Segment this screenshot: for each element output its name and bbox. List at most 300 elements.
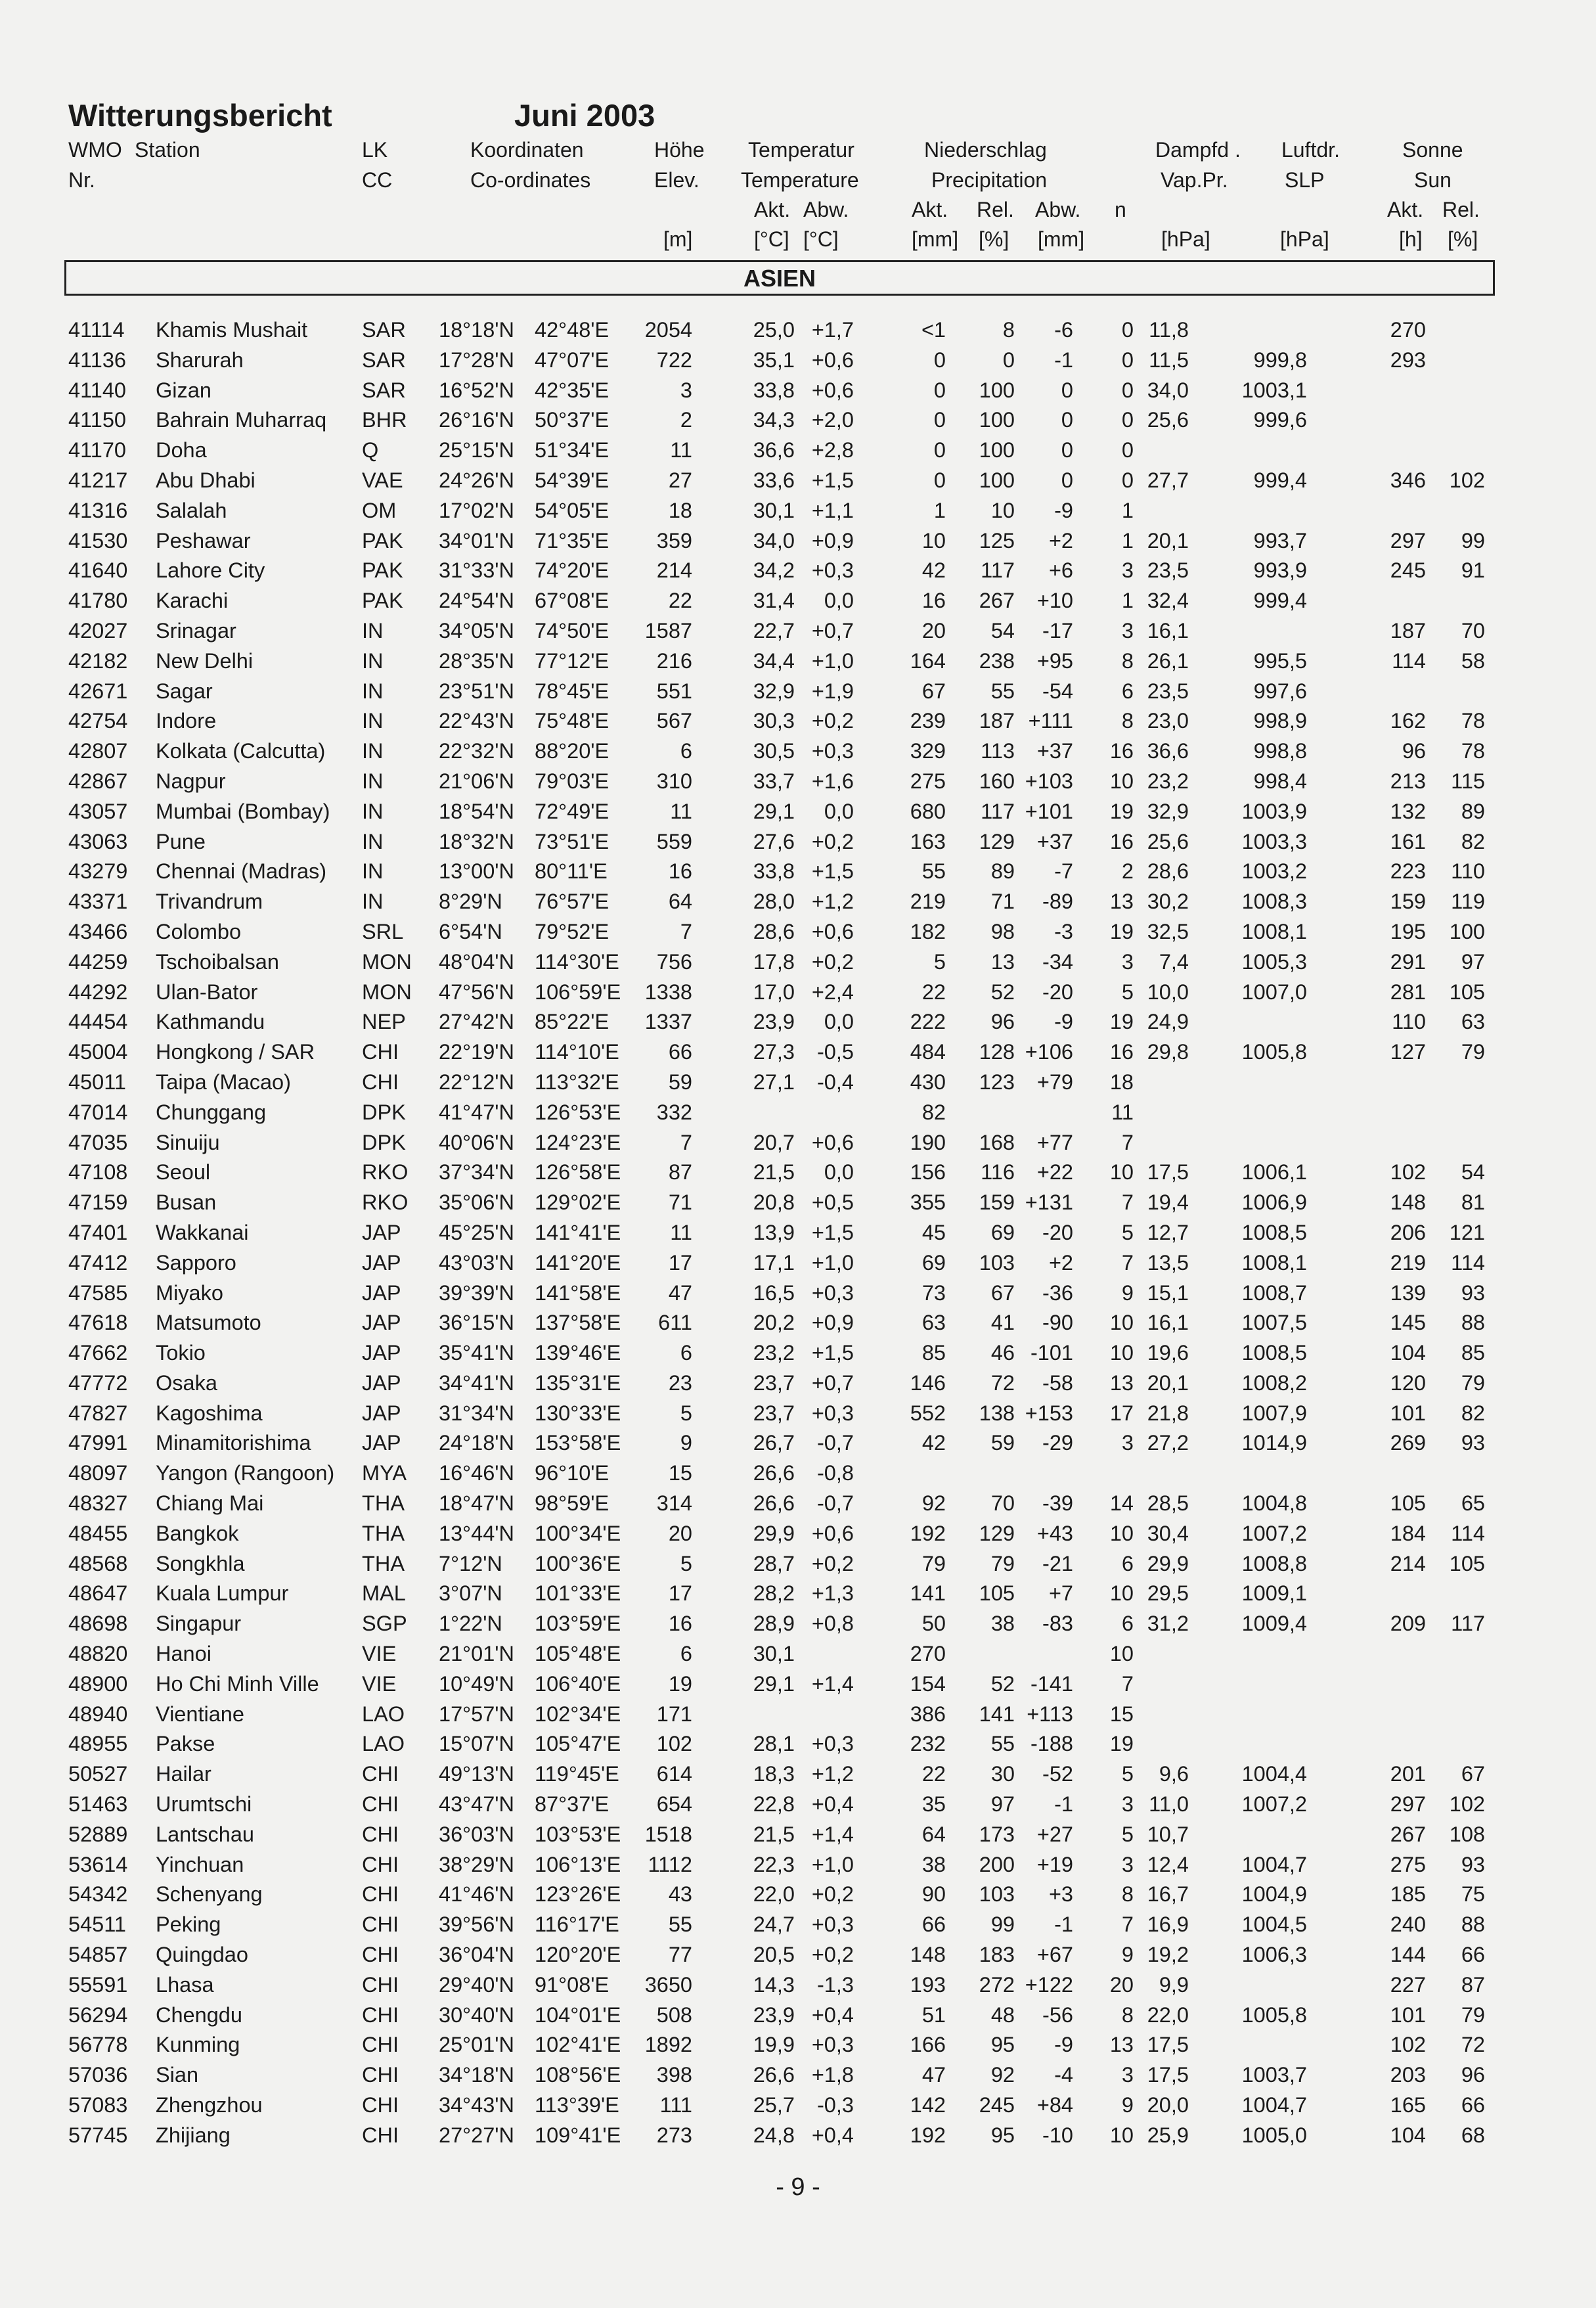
cell-sun-rel: 114 [1451, 1250, 1485, 1275]
cell-country: LAO [362, 1702, 405, 1726]
hdr-temp-unit-akt: [°C] [754, 227, 789, 251]
cell-longitude: 42°35'E [535, 378, 610, 402]
cell-sun-rel: 75 [1461, 1882, 1485, 1907]
cell-temp-akt: 29,1 [753, 1671, 795, 1696]
cell-precip-rel: 52 [990, 1671, 1015, 1696]
cell-sun-akt: 297 [1390, 1792, 1426, 1817]
cell-station-name: Peking [156, 1912, 221, 1937]
cell-temp-abw: +1,4 [811, 1822, 854, 1846]
cell-precip-abw: -141 [1030, 1671, 1073, 1696]
cell-temp-abw: +0,9 [811, 528, 854, 553]
table-row [0, 1428, 1596, 1459]
hdr-precip-n: n [1115, 198, 1126, 221]
cell-sea-level-pressure: 1003,1 [1241, 378, 1307, 402]
table-row [0, 1970, 1596, 2001]
cell-temp-abw: +0,2 [811, 1882, 854, 1907]
cell-precip-days: 14 [1109, 1491, 1134, 1516]
cell-precip-days: 16 [1109, 829, 1134, 853]
cell-wmo-nr: 41140 [68, 378, 126, 402]
hdr-sun-akt: Akt. [1387, 198, 1424, 221]
cell-vapor-pressure: 28,6 [1147, 859, 1189, 884]
cell-precip-abw: -56 [1042, 2003, 1073, 2027]
hdr-temp-abw: Abw. [803, 198, 849, 221]
hdr-precipitation: Precipitation [931, 168, 1048, 192]
cell-longitude: 91°08'E [535, 1972, 610, 1997]
cell-station-name: Sinuiju [156, 1130, 220, 1154]
cell-elevation: 611 [658, 1311, 692, 1335]
cell-precip-days: 10 [1109, 1581, 1134, 1606]
cell-latitude: 37°34'N [439, 1160, 514, 1185]
cell-temp-abw: +0,6 [811, 378, 854, 402]
cell-vapor-pressure: 25,9 [1147, 2123, 1189, 2147]
cell-vapor-pressure: 30,2 [1147, 890, 1189, 914]
cell-latitude: 28°35'N [439, 648, 514, 673]
cell-elevation: 359 [656, 528, 692, 553]
cell-wmo-nr: 56294 [68, 2003, 128, 2027]
cell-wmo-nr: 48820 [68, 1642, 128, 1666]
cell-precip-abw: -101 [1030, 1341, 1073, 1365]
cell-country: THA [362, 1521, 405, 1545]
cell-sea-level-pressure: 1008,5 [1241, 1220, 1307, 1244]
cell-temp-abw: +0,3 [811, 1401, 854, 1425]
cell-precip-rel: 116 [981, 1160, 1015, 1185]
cell-wmo-nr: 47662 [68, 1341, 128, 1365]
cell-elevation: 20 [668, 1521, 692, 1545]
cell-sun-akt: 195 [1390, 919, 1426, 943]
hdr-precip-unit-rel: [%] [979, 227, 1009, 251]
cell-precip-akt: 0 [933, 468, 946, 492]
cell-temp-akt: 20,5 [753, 1943, 795, 1967]
cell-longitude: 73°51'E [535, 829, 610, 853]
cell-latitude: 34°41'N [439, 1370, 514, 1395]
cell-precip-rel: 55 [990, 679, 1015, 703]
section-banner: ASIEN [64, 260, 1495, 296]
cell-temp-akt: 25,7 [753, 2093, 795, 2117]
cell-longitude: 77°12'E [535, 648, 610, 673]
cell-sun-rel: 54 [1461, 1160, 1485, 1185]
cell-sun-rel: 119 [1451, 890, 1485, 914]
cell-temp-akt: 35,1 [753, 348, 795, 372]
cell-temp-abw: -0,5 [816, 1040, 854, 1064]
cell-sea-level-pressure: 1004,9 [1241, 1882, 1307, 1907]
cell-sea-level-pressure: 1005,8 [1241, 1040, 1307, 1064]
cell-precip-rel: 113 [981, 739, 1015, 763]
cell-temp-abw: -0,8 [816, 1461, 854, 1485]
table-row [0, 978, 1596, 1008]
cell-vapor-pressure: 16,9 [1147, 1912, 1189, 1937]
cell-elevation: 398 [656, 2063, 692, 2087]
table-row [0, 1820, 1596, 1850]
cell-precip-days: 16 [1109, 1040, 1134, 1064]
cell-country: OM [362, 498, 397, 522]
cell-precip-days: 11 [1111, 1100, 1134, 1124]
cell-station-name: Songkhla [156, 1551, 245, 1575]
cell-latitude: 31°33'N [439, 558, 514, 583]
cell-sun-akt: 132 [1390, 799, 1426, 823]
hdr-luftdruck: Luftdr. [1281, 138, 1340, 162]
cell-sun-rel: 100 [1449, 919, 1485, 943]
hdr-elev: Elev. [654, 168, 699, 192]
cell-temp-akt: 30,5 [753, 739, 795, 763]
cell-precip-rel: 99 [990, 1912, 1015, 1937]
cell-sea-level-pressure: 1008,2 [1241, 1370, 1307, 1395]
cell-sun-rel: 66 [1461, 1943, 1485, 1967]
cell-wmo-nr: 41217 [68, 468, 128, 492]
cell-wmo-nr: 48455 [68, 1521, 128, 1545]
cell-country: THA [362, 1491, 405, 1516]
table-row [0, 1369, 1596, 1399]
cell-precip-days: 19 [1109, 1732, 1134, 1756]
cell-longitude: 75°48'E [535, 709, 610, 733]
cell-precip-rel: 92 [990, 2063, 1015, 2087]
table-row [0, 346, 1596, 376]
cell-precip-akt: 190 [910, 1130, 946, 1154]
cell-longitude: 139°46'E [535, 1341, 621, 1365]
cell-vapor-pressure: 24,9 [1147, 1010, 1189, 1034]
cell-temp-akt: 17,1 [753, 1250, 795, 1275]
cell-station-name: Bahrain Muharraq [156, 408, 327, 432]
cell-precip-abw: -39 [1042, 1491, 1073, 1516]
cell-precip-days: 1 [1121, 498, 1134, 522]
cell-vapor-pressure: 7,4 [1159, 949, 1189, 974]
cell-station-name: Kolkata (Calcutta) [156, 739, 326, 763]
cell-precip-abw: +19 [1036, 1852, 1073, 1876]
cell-sun-rel: 96 [1461, 2063, 1485, 2087]
cell-station-name: Hailar [156, 1762, 211, 1786]
cell-wmo-nr: 41530 [68, 528, 128, 553]
cell-vapor-pressure: 20,1 [1147, 1370, 1189, 1395]
cell-country: Q [362, 438, 379, 463]
cell-temp-akt: 20,8 [753, 1190, 795, 1215]
cell-wmo-nr: 44259 [68, 949, 128, 974]
cell-precip-akt: 35 [921, 1792, 946, 1817]
cell-precip-days: 8 [1121, 2003, 1134, 2027]
cell-temp-akt: 29,9 [753, 1521, 795, 1545]
cell-longitude: 114°10'E [535, 1040, 619, 1064]
cell-precip-akt: 0 [933, 378, 946, 402]
table-row [0, 1308, 1596, 1338]
cell-station-name: Kathmandu [156, 1010, 265, 1034]
cell-vapor-pressure: 21,8 [1147, 1401, 1189, 1425]
cell-temp-abw: -0,7 [816, 1431, 854, 1455]
cell-vapor-pressure: 10,7 [1147, 1822, 1189, 1846]
cell-vapor-pressure: 36,6 [1147, 739, 1189, 763]
cell-elevation: 2054 [644, 318, 692, 342]
cell-latitude: 36°03'N [439, 1822, 514, 1846]
cell-vapor-pressure: 22,0 [1147, 2003, 1189, 2027]
hdr-hoehe: Höhe [654, 138, 705, 162]
cell-temp-akt: 13,9 [753, 1220, 795, 1244]
cell-precip-akt: 156 [910, 1160, 946, 1185]
cell-sun-akt: 102 [1390, 1160, 1426, 1185]
cell-precip-days: 20 [1109, 1972, 1134, 1997]
cell-temp-akt: 34,3 [753, 408, 795, 432]
cell-sun-akt: 102 [1390, 2033, 1426, 2057]
cell-elevation: 216 [656, 648, 692, 673]
cell-temp-abw: +1,5 [811, 1341, 854, 1365]
cell-temp-akt: 20,7 [753, 1130, 795, 1154]
cell-precip-days: 3 [1121, 2063, 1134, 2087]
cell-country: JAP [362, 1311, 401, 1335]
cell-station-name: Ho Chi Minh Ville [156, 1671, 319, 1696]
cell-country: JAP [362, 1280, 401, 1305]
cell-station-name: Quingdao [156, 1943, 248, 1967]
cell-precip-abw: +131 [1025, 1190, 1073, 1215]
cell-latitude: 17°28'N [439, 348, 514, 372]
cell-precip-days: 7 [1121, 1912, 1134, 1937]
cell-precip-rel: 267 [979, 589, 1015, 613]
cell-temp-abw: 0,0 [824, 799, 854, 823]
cell-precip-rel: 67 [990, 1280, 1015, 1305]
cell-latitude: 10°49'N [439, 1671, 514, 1696]
cell-temp-abw: +0,3 [811, 1912, 854, 1937]
cell-sun-rel: 121 [1449, 1220, 1485, 1244]
cell-precip-abw: -20 [1042, 1220, 1073, 1244]
cell-precip-abw: -9 [1054, 2033, 1073, 2057]
cell-sea-level-pressure: 1005,0 [1241, 2123, 1307, 2147]
cell-country: MON [362, 980, 412, 1004]
cell-elevation: 1518 [644, 1822, 692, 1846]
cell-temp-abw: +0,2 [811, 1551, 854, 1575]
cell-temp-akt: 19,9 [753, 2033, 795, 2057]
cell-sun-rel: 89 [1461, 799, 1485, 823]
cell-elevation: 6 [680, 739, 692, 763]
cell-latitude: 49°13'N [439, 1762, 514, 1786]
cell-precip-abw: +6 [1048, 558, 1073, 583]
cell-temp-akt: 17,0 [753, 980, 795, 1004]
cell-sun-rel: 67 [1461, 1762, 1485, 1786]
cell-wmo-nr: 42182 [68, 648, 128, 673]
cell-precip-akt: 73 [921, 1280, 946, 1305]
cell-temp-akt: 26,7 [753, 1431, 795, 1455]
cell-station-name: Trivandrum [156, 890, 263, 914]
cell-station-name: Minamitorishima [156, 1431, 311, 1455]
cell-sun-rel: 85 [1461, 1341, 1485, 1365]
cell-elevation: 15 [668, 1461, 692, 1485]
cell-vapor-pressure: 15,1 [1147, 1280, 1189, 1305]
cell-precip-akt: 484 [910, 1040, 946, 1064]
cell-longitude: 104°01'E [535, 2003, 621, 2027]
cell-wmo-nr: 42027 [68, 618, 128, 643]
cell-elevation: 17 [668, 1581, 692, 1606]
cell-sun-rel: 79 [1461, 1040, 1485, 1064]
table-row [0, 2001, 1596, 2031]
table-row [0, 616, 1596, 646]
cell-sea-level-pressure: 1006,1 [1241, 1160, 1307, 1185]
cell-temp-akt: 28,1 [753, 1732, 795, 1756]
cell-temp-akt: 18,3 [753, 1762, 795, 1786]
cell-longitude: 123°26'E [535, 1882, 621, 1907]
cell-country: CHI [362, 1822, 399, 1846]
cell-temp-akt: 27,6 [753, 829, 795, 853]
cell-station-name: Chiang Mai [156, 1491, 264, 1516]
cell-latitude: 18°54'N [439, 799, 514, 823]
cell-temp-akt: 26,6 [753, 1461, 795, 1485]
cell-precip-days: 10 [1109, 1160, 1134, 1185]
cell-precip-rel: 103 [979, 1882, 1015, 1907]
table-row [0, 797, 1596, 827]
cell-sea-level-pressure: 998,9 [1253, 709, 1307, 733]
cell-country: CHI [362, 1040, 399, 1064]
cell-precip-rel: 38 [990, 1612, 1015, 1636]
cell-precip-days: 10 [1109, 1341, 1134, 1365]
cell-vapor-pressure: 23,5 [1147, 558, 1189, 583]
cell-station-name: Abu Dhabi [156, 468, 255, 492]
cell-latitude: 13°00'N [439, 859, 514, 884]
cell-vapor-pressure: 19,2 [1147, 1943, 1189, 1967]
table-row [0, 646, 1596, 677]
cell-temp-akt: 22,8 [753, 1792, 795, 1817]
cell-sun-rel: 105 [1449, 980, 1485, 1004]
table-row [0, 1158, 1596, 1188]
cell-latitude: 13°44'N [439, 1521, 514, 1545]
cell-temp-abw: +1,5 [811, 1220, 854, 1244]
cell-longitude: 153°58'E [535, 1431, 621, 1455]
cell-country: SAR [362, 378, 406, 402]
cell-country: IN [362, 739, 384, 763]
cell-precip-akt: 222 [910, 1010, 946, 1034]
cell-precip-rel: 105 [979, 1581, 1015, 1606]
cell-vapor-pressure: 27,2 [1147, 1431, 1189, 1455]
cell-temp-abw: +0,8 [811, 1612, 854, 1636]
cell-precip-abw: -36 [1042, 1280, 1073, 1305]
cell-vapor-pressure: 32,4 [1147, 589, 1189, 613]
cell-vapor-pressure: 17,5 [1147, 1160, 1189, 1185]
cell-wmo-nr: 41780 [68, 589, 128, 613]
cell-wmo-nr: 47412 [68, 1250, 128, 1275]
cell-station-name: Singapur [156, 1612, 242, 1636]
cell-temp-abw: +0,4 [811, 2003, 854, 2027]
cell-station-name: Kunming [156, 2033, 240, 2057]
table-row [0, 1519, 1596, 1549]
cell-wmo-nr: 47618 [68, 1311, 128, 1335]
cell-sea-level-pressure: 1004,8 [1241, 1491, 1307, 1516]
table-row [0, 1128, 1596, 1158]
cell-precip-akt: 45 [921, 1220, 946, 1244]
cell-longitude: 102°41'E [535, 2033, 621, 2057]
cell-precip-days: 9 [1121, 2093, 1134, 2117]
cell-precip-days: 7 [1121, 1671, 1134, 1696]
cell-vapor-pressure: 11,5 [1149, 348, 1189, 372]
cell-precip-akt: 64 [921, 1822, 946, 1846]
cell-elevation: 9 [680, 1431, 692, 1455]
cell-sun-rel: 68 [1461, 2123, 1485, 2147]
cell-sun-akt: 162 [1390, 709, 1426, 733]
cell-latitude: 17°57'N [439, 1702, 514, 1726]
cell-precip-rel: 100 [979, 378, 1015, 402]
cell-precip-abw: +113 [1027, 1702, 1073, 1726]
cell-precip-rel: 141 [979, 1702, 1015, 1726]
cell-wmo-nr: 42867 [68, 769, 128, 793]
cell-longitude: 119°45'E [535, 1762, 619, 1786]
cell-longitude: 126°58'E [535, 1160, 621, 1185]
cell-country: JAP [362, 1370, 401, 1395]
cell-precip-akt: 0 [933, 438, 946, 463]
cell-precip-abw: -52 [1042, 1762, 1073, 1786]
cell-wmo-nr: 52889 [68, 1822, 128, 1846]
cell-wmo-nr: 41640 [68, 558, 128, 583]
cell-vapor-pressure: 34,0 [1147, 378, 1189, 402]
cell-longitude: 42°48'E [535, 318, 610, 342]
hdr-station: Station [135, 138, 200, 162]
cell-wmo-nr: 44292 [68, 980, 128, 1004]
cell-longitude: 54°39'E [535, 468, 610, 492]
cell-precip-abw: +122 [1025, 1972, 1073, 1997]
cell-sun-rel: 102 [1449, 468, 1485, 492]
cell-precip-days: 17 [1109, 1401, 1134, 1425]
cell-precip-akt: <1 [921, 318, 946, 342]
hdr-vap-pr: Vap.Pr. [1161, 168, 1228, 192]
cell-sun-akt: 165 [1390, 2093, 1426, 2117]
cell-precip-akt: 50 [921, 1612, 946, 1636]
cell-station-name: Osaka [156, 1370, 217, 1395]
cell-temp-akt: 27,3 [753, 1040, 795, 1064]
cell-temp-akt: 34,2 [753, 558, 795, 583]
cell-precip-akt: 329 [910, 739, 946, 763]
cell-temp-akt: 30,1 [753, 1642, 795, 1666]
cell-wmo-nr: 47772 [68, 1370, 128, 1395]
cell-wmo-nr: 42754 [68, 709, 128, 733]
cell-longitude: 96°10'E [535, 1461, 610, 1485]
report-title: Witterungsbericht [68, 98, 332, 133]
cell-country: DPK [362, 1130, 406, 1154]
cell-longitude: 114°30'E [535, 949, 619, 974]
cell-country: PAK [362, 528, 403, 553]
cell-precip-abw: +153 [1025, 1401, 1073, 1425]
cell-elevation: 7 [680, 1130, 692, 1154]
cell-temp-abw: +0,6 [811, 919, 854, 943]
cell-sea-level-pressure: 1008,5 [1241, 1341, 1307, 1365]
cell-longitude: 137°58'E [535, 1311, 621, 1335]
table-row [0, 586, 1596, 616]
cell-precip-akt: 182 [910, 919, 946, 943]
cell-temp-akt: 23,7 [753, 1370, 795, 1395]
cell-latitude: 48°04'N [439, 949, 514, 974]
cell-elevation: 16 [668, 859, 692, 884]
cell-wmo-nr: 56778 [68, 2033, 128, 2057]
cell-country: JAP [362, 1341, 401, 1365]
cell-wmo-nr: 45004 [68, 1040, 128, 1064]
cell-latitude: 34°18'N [439, 2063, 514, 2087]
cell-elevation: 332 [656, 1100, 692, 1124]
cell-wmo-nr: 47991 [68, 1431, 128, 1455]
cell-precip-rel: 160 [979, 769, 1015, 793]
cell-vapor-pressure: 11,0 [1149, 1792, 1189, 1817]
cell-longitude: 106°40'E [535, 1671, 621, 1696]
cell-precip-abw: +22 [1036, 1160, 1073, 1185]
cell-precip-rel: 95 [990, 2033, 1015, 2057]
cell-latitude: 35°41'N [439, 1341, 514, 1365]
cell-precip-rel: 0 [1002, 348, 1015, 372]
cell-country: RKO [362, 1190, 409, 1215]
cell-elevation: 17 [668, 1250, 692, 1275]
cell-precip-rel: 54 [990, 618, 1015, 643]
cell-latitude: 18°18'N [439, 318, 514, 342]
cell-station-name: Khamis Mushait [156, 318, 308, 342]
cell-precip-rel: 123 [979, 1070, 1015, 1094]
cell-wmo-nr: 45011 [68, 1070, 126, 1094]
cell-precip-abw: -1 [1054, 1792, 1073, 1817]
hdr-precip-unit-akt: [mm] [912, 227, 959, 251]
cell-country: SAR [362, 318, 406, 342]
cell-sea-level-pressure: 1009,4 [1241, 1612, 1307, 1636]
cell-precip-days: 9 [1121, 1280, 1134, 1305]
cell-longitude: 126°53'E [535, 1100, 621, 1124]
cell-precip-abw: +67 [1036, 1943, 1073, 1967]
cell-precip-days: 1 [1121, 589, 1134, 613]
cell-wmo-nr: 57083 [68, 2093, 128, 2117]
cell-country: IN [362, 709, 384, 733]
